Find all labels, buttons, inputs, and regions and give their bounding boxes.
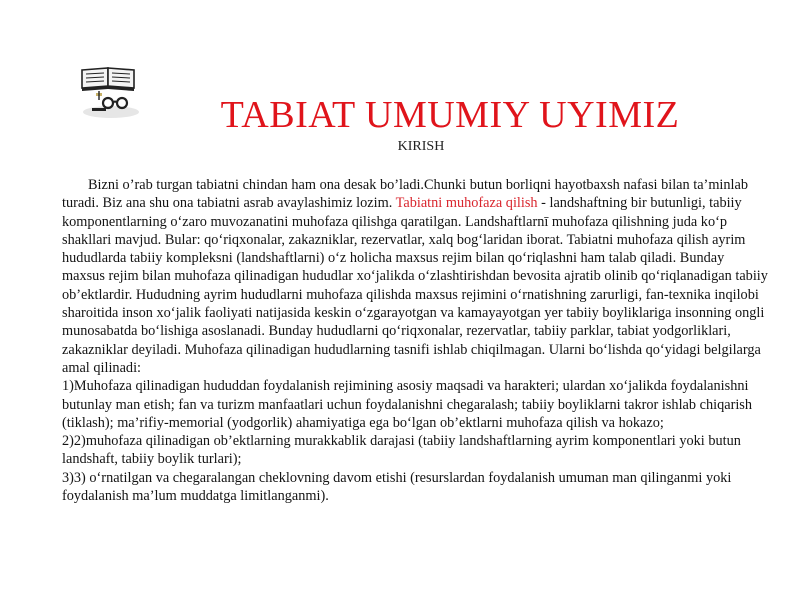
highlighted-term: Tabiatni muhofaza qilish <box>395 195 538 212</box>
list-item: 1)Muhofaza qilinadigan hududdan foydalanish rejimining asosiy maqsadi va harakteri; ulardan xo‘jalikda foydalanishni butunlay man etish; fan va turizm manfaatlari uchun foydalanishni chegaralash; tabiiy boyliklarni takror ishlab chiqarish (tiklash); ma’rifiy-memorial (yodgorlik) ahamiyatiga ega bo‘lgan ob’ektlarni muhofaza qilish va hokazo; <box>62 378 753 431</box>
list-item: 2)2)muhofaza qilinadigan ob’ektlarning murakkablik darajasi (tabiiy landshaftlarning ayrim komponentlari yoki butun landshaft, tabiiy boylik turlari); <box>62 433 741 468</box>
intro-text-end: - landshaftning bir butunligi, tabiiy komponentlarning o‘zaro muvozanatini muhofaza qilishga qaratilgan. Landshaftlarnī muhofaza qilishning juda ko‘p shakllari mavjud. Bular: qo‘riqxonalar, zakazniklar, rezervatlar, xalq bog‘laridan iborat. Tabiatni muhofaza qilish ayrim hududlarda tabiiy kompleksni (landshaftlarni) o‘z holicha maxsus rejim bilan qo‘riqlashni ham talab qiladi. Bunday maxsus rejim bilan muhofaza qilinadigan hududlar xo‘jalikda o‘zlashtirishdan bevosita ajratib olinib qo‘riqlanadigan tabiiy ob’ektlardir. Hududning ayrim hududlarni muhofaza qilishda maxsus rejimini o‘rnatishning zarurligi, fan-texnika inqilobi sharoitida inson xo‘jalik faoliyati natijasida keskin o‘zgarayotgan va kamayayotgan yer tabiiy boyliklariga insonning ongli munosabatda bo‘lishiga asoslanadi. Bunday hududlarni qo‘riqxonalar, rezervatlar, tabiiy parklar, tabiat yodgorliklari, zakazniklar deyiladi. Muhofaza qilinadigan hududlarning tasnifi ishlab chiqilmagan. Ularni bo‘lishda qo‘yidagi belgilarga amal qilinadi: <box>62 195 768 376</box>
intro-text-start: Bizni o’rab turgan tabiatni chindan ham ona desak bo’ladi.Chunki butun borliqni hayotbaxsh nafasi bilan ta’minlab turadi. Biz ana shu ona tabiatni asrab avaylashimiz lozim. <box>62 177 749 212</box>
intro-paragraph <box>62 176 768 377</box>
section-heading: KIRISH <box>397 139 445 154</box>
body-text <box>62 176 768 505</box>
page-title: TABIAT UMUMIY UYIMIZ <box>220 94 680 136</box>
list-item: 3)3) o‘rnatilgan va chegaralangan cheklovning davom etishi (resurslardan foydalanish umuman man qilinganmi yoki foydalanish ma’lum muddatga limitlanganmi). <box>62 469 732 505</box>
